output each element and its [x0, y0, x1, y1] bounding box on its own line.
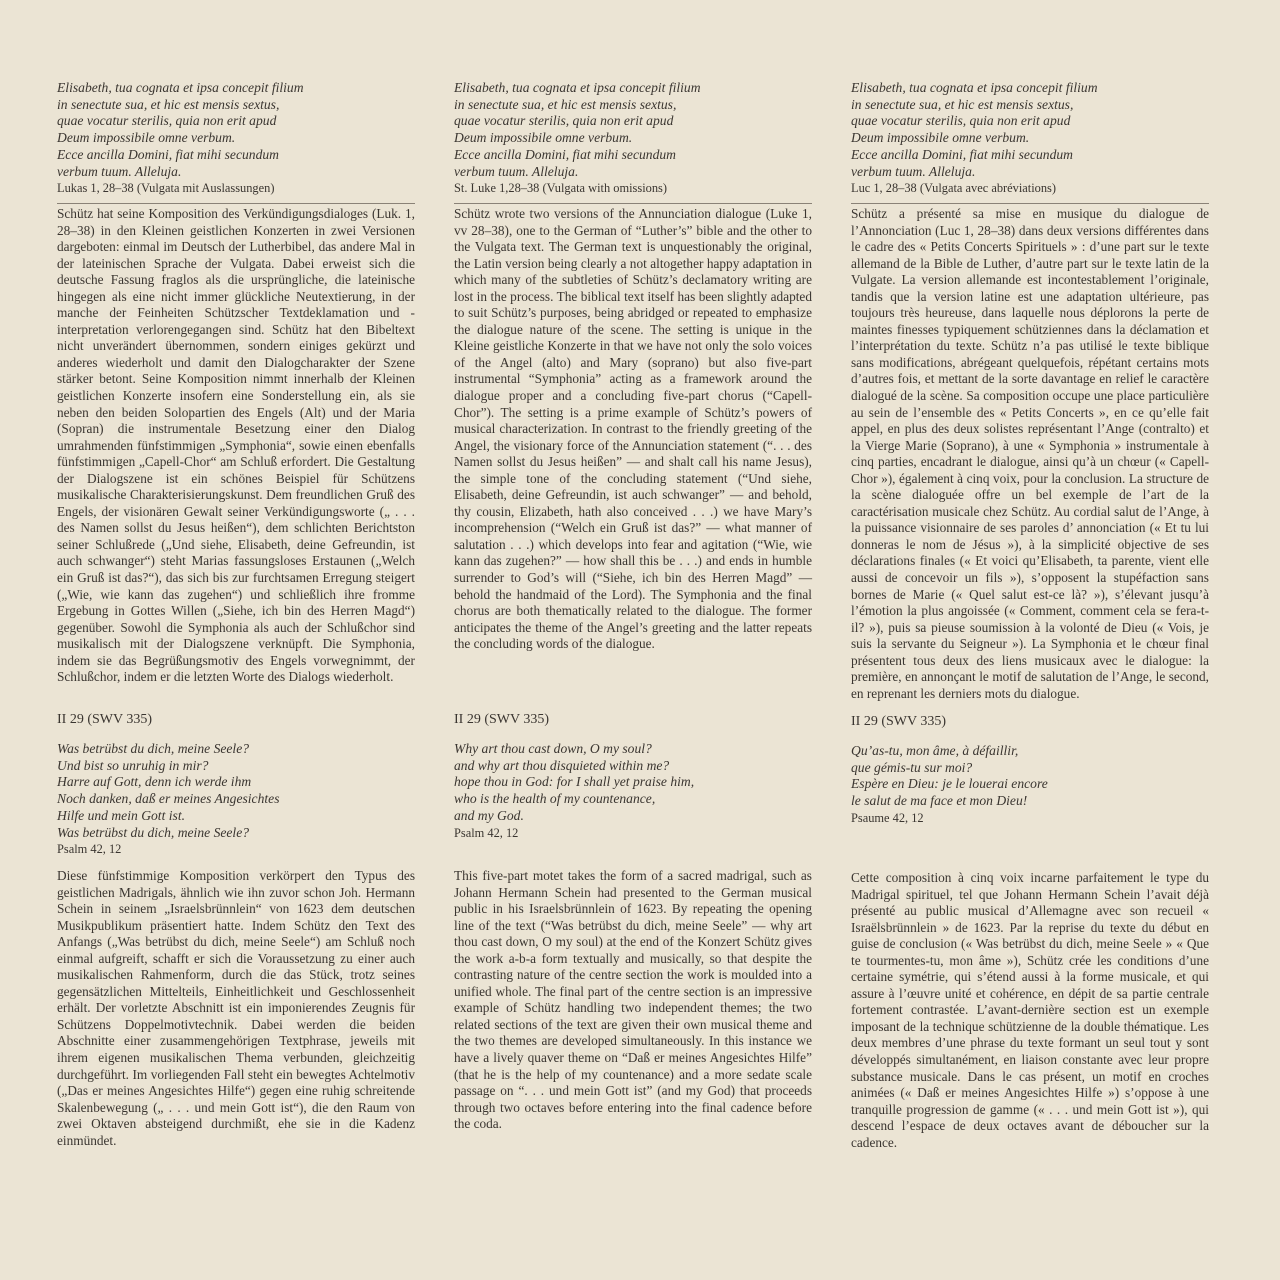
section-heading: II 29 (SWV 335)	[57, 712, 153, 727]
lyric-line: que gémis-tu sur moi?	[851, 759, 973, 775]
lyric-line: Elisabeth, tua cognata et ipsa concepit filium	[454, 80, 701, 95]
scripture-source: Luc 1, 28–38 (Vulgata avec abréviations)	[851, 181, 1057, 196]
lyric-line: verbum tuum. Alleluja.	[454, 163, 579, 179]
section-heading: II 29 (SWV 335)	[851, 714, 947, 729]
lyric-line: Deum impossibile omne verbum.	[57, 130, 236, 146]
commentary-paragraph: Schütz hat seine Komposition des Verkündigungsdialoges (Luk. 1, 28–38) in den Kleinen geistlichen Konzerten in zwei Versionen dargeboten: einmal im Deutsch der Lutherbibel, das andere Mal in der lateinischen Sprache der Vulgata. Dabei erweist sich die deutsche Fassung fraglos als die ursprüngliche, die lateinische hingegen als eine nicht immer glückliche Neutextierung, in der manche der Feinheiten Schützscher Textdeklamation und -interpretation verlorengegangen sind. Schütz hat den Bibeltext nicht unverändert übernommen, sondern einiges gekürzt und anderes wiederholt und damit den Dialogcharakter der Szene stärker betont. Seine Komposition nimmt innerhalb der Kleinen geistlichen Konzerte insofern eine Sonderstellung ein, als sie neben den beiden Solopartien des Engels (Alt) und der Maria (Sopran) die instrumentale Besetzung einer den Dialog umrahmenden fünfstimmigen „Symphonia“, sowie einen ebenfalls fünfstimmigen „Capell-Chor“ am Schluß erfordert. Die Gestaltung der Dialogszene ist ein schönes Beispiel für Schützens musikalische Charakterisierungskunst. Dem freundlichen Gruß des Engels, der visionären Gewalt seiner Verkündigungsworte („ . . . des Namen sollst du Jesus heißen“), dem schlichten Berichtston seiner Schlußrede („Und siehe, Elisabeth, deine Gefreundin, ist auch schwanger“) steht Marias fassungsloses Erstaunen („Welch ein Gruß ist das?“), das sich bis zur furchtsamen Erregung steigert („Wie, wie kann das zugehen“) und schließlich ihre fromme Ergebung in Gottes Willen („Siehe, ich bin des Herren Magd“) gegenüber. Sowohl die Symphonia als auch der Schlußchor sind musikalisch mit der Dialogszene verknüpft. Die Symphonia, indem sie das Begrüßungsmotiv des Engels vorwegnimmt, der Schlußchor, indem er die letzten Worte des Dialogs wiederholt.	[57, 206, 415, 685]
divider	[57, 203, 415, 204]
lyric-line: Noch danken, daß er meines Angesichtes	[57, 791, 280, 807]
column-french	[851, 80, 1209, 702]
column-english	[454, 80, 812, 653]
lyric-line: Ecce ancilla Domini, fiat mihi secundum	[454, 146, 676, 162]
lyric-line: quae vocatur sterilis, quia non erit apud	[851, 113, 1071, 129]
commentary-paragraph: Cette composition à cinq voix incarne parfaitement le type du Madrigal spirituel, tel que Johann Hermann Schein l’avait déjà présenté au public musical d’Allemagne avec son recueil « Israëlsbrünnlein » de 1623. Par la reprise du texte du début en guise de conclusion (« Was betrübst du dich, meine Seele » « Que te tourmentes-tu, mon âme »), Schütz crée les conditions d’une certaine symétrie, qui s’étend aussi à la forme musicale, et qui assure à l’œuvre unité et cohérence, en dépit de sa partie centrale fortement contrastée. L’avant-dernière section est un exemple imposant de la technique schützienne de la double thématique. Les deux membres d’une phrase du texte formant un seul tout y sont développés simultanément, en liaison constante avec leur propre substance musicale. Dans le cas présent, un motif en croches animées (« Daß er meines Angesichtes Hilfe ») s’oppose à une tranquille progression de gamme (« . . . und mein Gott ist »), qui descend l’espace de deux octaves avant de déboucher sur la cadence.	[851, 870, 1209, 1150]
commentary-paragraph: This five-part motet takes the form of a sacred madrigal, such as Johann Hermann Schein had presented to the German musical public in his Israelsbrünnlein of 1623. By repeating the opening line of the text (“Was betrübst du dich, meine Seele” — why art thou cast down, O my soul) at the end of the Konzert Schütz gives the work a-b-a form textually and musically, so that despite the contrasting nature of the centre section the work is moulded into a unified whole. The final part of the centre section is an impressive example of Schütz handling two independent themes; the two related sections of the text are given their own musical theme and the two themes are developed simultaneously. In this instance we have a lively quaver theme on “Daß er meines Angesichtes Hilfe” (that he is the help of my countenance) and a more sedate scale passage on “. . . und mein Gott ist” (and my God) that proceeds through two octaves before entering into the final cadence before the coda.	[454, 868, 812, 1132]
section-english-2	[454, 712, 812, 841]
lyric-line: Was betrübst du dich, meine Seele?	[57, 741, 250, 756]
lyric-line: in senectute sua, et hic est mensis sextus,	[57, 96, 280, 112]
lyric-line: Harre auf Gott, denn ich werde ihm	[57, 774, 252, 790]
lyric-line: Why art thou cast down, O my soul?	[454, 741, 652, 756]
lyric-line: Und bist so unruhig in mir?	[57, 757, 209, 773]
lyric-line: and my God.	[454, 807, 524, 823]
commentary-paragraph: Schütz wrote two versions of the Annunciation dialogue (Luke 1, vv 28–38), one to the German of “Luther’s” bible and the other to the Vulgata text. The German text is unquestionably the original, the Latin version being clearly a not altogether happy adaptation in which many of the subtleties of Schütz’s declamatory writing are lost in the process. The biblical text itself has been slightly adapted to suit Schütz’s purposes, being abridged or repeated to emphasize the dialogue nature of the scene. The setting is unique in the Kleine geistliche Konzerte in that we have not only the solo voices of the Angel (alto) and Mary (soprano) but also five-part instrumental “Symphonia” acting as a framework around the dialogue proper and a concluding five-part chorus (“Capell-Chor”). The setting is a prime example of Schütz’s powers of musical characterization. In contrast to the friendly greeting of the Angel, the visionary force of the Annunciation statement (“. . . des Namen sollst du Jesus heißen” — and shalt call his name Jesus), the simple tone of the concluding statement (“Und siehe, Elisabeth, deine Gefreundin, ist auch schwanger” — and behold, thy cousin, Elizabeth, hath also conceived . . .) we have Mary’s incomprehension (“Welch ein Gruß ist das?” — what manner of salutation . . .) which develops into fear and agitation (“Wie, wie kann das zugehen?” — how shall this be . . .) and ends in humble surrender to God’s will (“Siehe, ich bin des Herren Magd” — behold the handmaid of the Lord). The Symphonia and the final chorus are both thematically related to the dialogue. The former anticipates the theme of the Angel’s greeting and the latter repeats the concluding words of the dialogue.	[454, 206, 812, 652]
scripture-source: Psaume 42, 12	[851, 810, 924, 825]
lyric-line: verbum tuum. Alleluja.	[851, 163, 976, 179]
scripture-source: St. Luke 1,28–38 (Vulgata with omissions)	[454, 181, 667, 196]
lyric-line: and why art thou disquieted within me?	[454, 757, 670, 773]
lyric-line: Deum impossibile omne verbum.	[454, 130, 633, 146]
latin-lyrics	[851, 80, 1209, 200]
lyric-line: le salut de ma face et mon Dieu!	[851, 793, 1028, 809]
lyric-line: Espère en Dieu: je le louerai encore	[851, 776, 1048, 792]
lyric-line: in senectute sua, et hic est mensis sextus,	[851, 96, 1074, 112]
lyric-line: Qu’as-tu, mon âme, à défaillir,	[851, 743, 1019, 758]
commentary-paragraph: Diese fünfstimmige Komposition verkörpert den Typus des geistlichen Madrigals, ähnlich wie ihn zuvor schon Joh. Hermann Schein in seinem „Israelsbrünnlein“ von 1623 dem deutschen Musikpublikum präsentiert hatte. Indem Schütz den Text des Anfangs („Was betrübst du dich, meine Seele“) am Schluß noch einmal aufgreift, schafft er sich die Voraussetzung zu einer auch musikalischen Rahmenform, durch die das Stück, trotz seines gegensätzlichen Mittelteils, Einheitlichkeit und Geschlossenheit erhält. Der vorletzte Abschnitt ist ein imponierendes Zeugnis für Schützens Doppelmotivtechnik. Dabei werden die beiden Abschnitte einer zusammengehörigen Textphrase, jeweils mit ihrem eigenen musikalischen Thema verbunden, gleichzeitig durchgeführt. Im vorliegenden Fall steht ein bewegtes Achtelmotiv („Das er meines Angesichtes Hilfe“) gegen eine ruhig schreitende Skalenbewegung („ . . . und mein Gott ist“), die den Raum von zwei Oktaven absteigend durchmißt, ehe sie in die Kadenz einmündet.	[57, 868, 415, 1148]
lyric-line: Was betrübst du dich, meine Seele?	[57, 824, 250, 840]
lyric-line: hope thou in God: for I shall yet praise him,	[454, 774, 695, 790]
lyric-line: Elisabeth, tua cognata et ipsa concepit filium	[851, 80, 1098, 95]
section-french-2	[851, 714, 1209, 826]
lyric-line: Deum impossibile omne verbum.	[851, 130, 1030, 146]
latin-lyrics	[454, 80, 812, 200]
lyric-line: Hilfe und mein Gott ist.	[57, 807, 185, 823]
divider	[851, 203, 1209, 204]
lyric-line: who is the health of my countenance,	[454, 791, 656, 807]
scripture-source: Psalm 42, 12	[57, 842, 122, 857]
lyric-line: verbum tuum. Alleluja.	[57, 163, 182, 179]
divider	[454, 203, 812, 204]
lyric-line: Ecce ancilla Domini, fiat mihi secundum	[57, 146, 279, 162]
column-german	[57, 80, 415, 686]
lyric-line: quae vocatur sterilis, quia non erit apud	[454, 113, 674, 129]
lyric-line: Elisabeth, tua cognata et ipsa concepit filium	[57, 80, 304, 95]
scripture-source: Lukas 1, 28–38 (Vulgata mit Auslassungen)	[57, 181, 275, 196]
latin-lyrics	[57, 80, 415, 200]
lyric-line: quae vocatur sterilis, quia non erit apud	[57, 113, 277, 129]
commentary-paragraph: Schütz a présenté sa mise en musique du dialogue de l’Annonciation (Luc 1, 28–38) dans deux versions différentes dans le cadre des « Petits Concerts Spirituels » : d’une part sur le texte allemand de la Bible de Luther, d’autre part sur le texte latin de la Vulgate. La version allemande est incontestablement l’originale, tandis que la version latine est une adaptation ultérieure, pas toujours très heureuse, dans laquelle nous déplorons la perte de maintes finesses typiquement schütziennes dans la déclamation et l’interprétation du texte. Schütz n’a pas utilisé le texte biblique sans modifications, abrégeant quelquefois, répétant certains mots d’autres fois, et mettant de la sorte davantage en relief le caractère dialogué de la scène. Sa composition occupe une place particulière au sein de l’ensemble des « Petits Concerts », en ce qu’elle fait appel, en plus des deux solistes représentant l’Ange (contralto) et la Vierge Marie (Soprano), à une « Symphonia » instrumentale à cinq parties, encadrant le dialogue, ainsi qu’à un chœur (« Capell-Chor »), également à cinq voix, pour la conclusion. La structure de la scène dialoguée offre un bel exemple de l’art de la caractérisation musicale chez Schütz. Au cordial salut de l’Ange, à la puissance visionnaire de ses paroles d’ annonciation (« Et tu lui donneras le nom de Jésus »), à la simplicité objective de ses déclarations finales (« Et voici qu’Elisabeth, ta parente, vient elle aussi de concevoir un fils »), s’opposent la stupéfaction sans bornes de Marie (« Quel salut est-ce là? »), s’élevant jusqu’à l’émotion la plus angoissée (« Comment, comment cela se fera-t-il? »), puis sa pieuse soumission à la volonté de Dieu (« Vois, je suis la servante du Seigneur »). La Symphonia et le chœur final présentent tous deux des liens musicaux avec le dialogue: la première, en annonçant le motif de salutation de l’Ange, le second, en reprenant les derniers mots du dialogue.	[851, 206, 1209, 701]
section-german-2	[57, 712, 415, 857]
lyric-line: in senectute sua, et hic est mensis sextus,	[454, 96, 677, 112]
scripture-source: Psalm 42, 12	[454, 825, 519, 840]
section-heading: II 29 (SWV 335)	[454, 712, 550, 727]
lyric-line: Ecce ancilla Domini, fiat mihi secundum	[851, 146, 1073, 162]
